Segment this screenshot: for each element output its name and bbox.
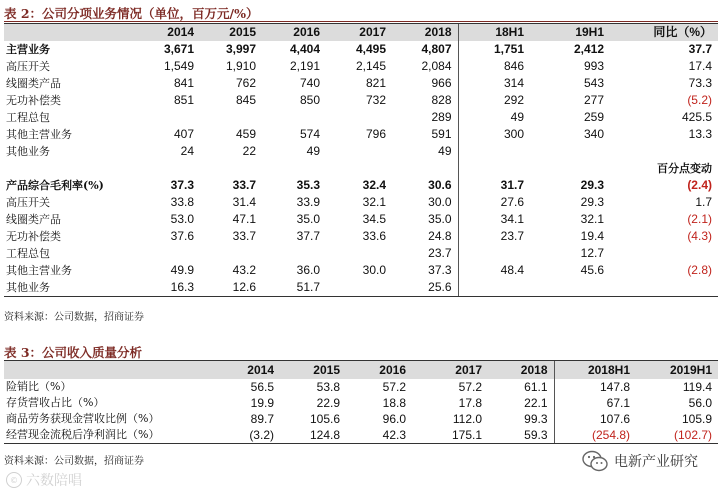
table-cell: 53.0 [170, 212, 194, 226]
table-cell [458, 143, 530, 160]
business-segment-table [4, 23, 718, 297]
table2-source: 资料来源：公司数据，招商证券 [4, 312, 144, 323]
column-header: 2015 [200, 24, 262, 42]
table-row [4, 126, 718, 143]
column-header [4, 361, 204, 380]
table-row [4, 160, 718, 177]
table-cell: 425.5 [681, 110, 712, 124]
table3-source: 资料来源：公司数据，招商证券 [4, 456, 144, 467]
table-cell: 45.6 [580, 263, 604, 277]
table-cell: 22.9 [316, 396, 340, 410]
table-cell: 314 [458, 75, 530, 92]
table-cell: (2.8) [687, 263, 712, 277]
row-label: 其他业务 [4, 279, 144, 297]
table2-title-rule [4, 21, 718, 22]
table3-title: 表 3：公司收入质量分析 [4, 345, 143, 360]
table-cell: 24 [180, 144, 194, 158]
table-cell: 850 [299, 93, 320, 107]
row-label [4, 160, 144, 177]
table-cell: 37.7 [296, 229, 320, 243]
table-cell: 4,404 [289, 42, 320, 56]
table-row [4, 143, 718, 160]
table-cell: 42.3 [346, 427, 412, 444]
table-cell: 57.2 [458, 380, 482, 394]
table-cell [530, 160, 610, 177]
table-cell: (3.2) [204, 427, 280, 444]
table-cell: 33.7 [232, 178, 256, 192]
revenue-quality-table [4, 360, 718, 444]
table-cell: (254.8) [554, 427, 636, 444]
column-header: 2016 [346, 361, 412, 380]
table-cell: 845 [235, 93, 256, 107]
table-cell [326, 109, 392, 126]
row-label: 经营现金流税后净利润比（%） [4, 427, 204, 444]
table-cell: 796 [365, 127, 386, 141]
table-cell: 24.8 [428, 229, 452, 243]
row-label: 其他主营业务 [6, 264, 72, 277]
table-cell: 966 [431, 76, 452, 90]
table-cell [144, 245, 200, 262]
row-label: 无功补偿类 [6, 94, 61, 107]
table-cell: (4.3) [687, 229, 712, 243]
table-cell: 851 [173, 93, 194, 107]
table-cell [200, 160, 262, 177]
table-cell [262, 245, 326, 262]
column-header: 2019H1 [636, 361, 718, 380]
table-row [4, 279, 718, 297]
table-cell: 1.7 [695, 195, 712, 209]
row-label: 线圈类产品 [6, 77, 61, 90]
table-cell: 13.3 [688, 127, 712, 141]
table-cell: 289 [431, 110, 452, 124]
table-row [4, 41, 718, 58]
table-cell: 1,751 [458, 41, 530, 58]
table-row [4, 228, 718, 245]
table-cell: 33.8 [170, 195, 194, 209]
table-cell: 17.8 [458, 396, 482, 410]
table-cell [458, 279, 530, 297]
table-cell: 34.5 [362, 212, 386, 226]
table-cell [610, 143, 718, 160]
table-cell: 19.4 [580, 229, 604, 243]
table-cell [262, 109, 326, 126]
table-cell: 30.6 [428, 178, 452, 192]
table-cell: 18.8 [382, 396, 406, 410]
row-label: 高压开关 [6, 60, 50, 73]
table-cell: 459 [235, 127, 256, 141]
table-cell: (2.1) [687, 212, 712, 226]
table-cell [200, 109, 262, 126]
table-cell: 33.7 [232, 229, 256, 243]
table-cell: 29.3 [580, 195, 604, 209]
row-label: 产品综合毛利率(%) [6, 179, 104, 192]
table-cell: 22.1 [524, 396, 548, 410]
table-cell: 67.1 [554, 395, 636, 411]
table-cell: 96.0 [382, 412, 406, 426]
column-header [4, 24, 144, 42]
header-row [4, 24, 718, 42]
table-cell: 36.0 [296, 263, 320, 277]
table-cell: 846 [458, 58, 530, 75]
column-header: 2015 [280, 361, 346, 380]
table-cell: 49 [306, 144, 320, 158]
table-row [4, 75, 718, 92]
table-cell: 543 [583, 76, 604, 90]
table-cell [392, 160, 458, 177]
table-cell: 22 [242, 144, 256, 158]
column-header: 2017 [412, 361, 488, 380]
table-cell [326, 143, 392, 160]
table-cell: 112.0 [452, 412, 482, 426]
table-cell: 147.8 [554, 379, 636, 395]
table-cell: 59.3 [488, 427, 554, 444]
table-cell: 99.3 [524, 412, 548, 426]
table-cell: 732 [365, 93, 386, 107]
table-cell: 574 [299, 127, 320, 141]
table-cell: 35.0 [296, 212, 320, 226]
table-cell: 35.3 [296, 178, 320, 192]
table-cell [144, 160, 200, 177]
table-row [4, 109, 718, 126]
table-cell: 57.2 [382, 380, 406, 394]
table-cell [458, 160, 530, 177]
row-label: 高压开关 [6, 196, 50, 209]
column-header: 2017 [326, 24, 392, 42]
table-cell: 37.3 [170, 178, 194, 192]
table-cell: 259 [583, 110, 604, 124]
table-cell: 51.7 [262, 279, 326, 297]
row-label: 存货营收占比（%） [6, 396, 105, 409]
table-cell: 12.7 [580, 246, 604, 260]
table-cell: 89.7 [250, 412, 274, 426]
table-cell: 740 [299, 76, 320, 90]
table-cell: 30.0 [362, 263, 386, 277]
table-cell: 34.1 [458, 211, 530, 228]
table-cell: 32.4 [362, 178, 386, 192]
table-cell: 31.4 [232, 195, 256, 209]
row-label: 其他主营业务 [6, 128, 72, 141]
table-row [4, 92, 718, 109]
table-cell: 23.7 [458, 228, 530, 245]
table-cell [144, 109, 200, 126]
table-cell [610, 279, 718, 297]
table-cell [262, 160, 326, 177]
table-cell: 53.8 [316, 380, 340, 394]
table-cell: 3,671 [163, 42, 194, 56]
table-cell [458, 245, 530, 262]
table-cell: 49.9 [170, 263, 194, 277]
table-cell: 19.9 [250, 396, 274, 410]
table-cell: 31.7 [458, 177, 530, 194]
table-row [4, 395, 718, 411]
table-cell: 33.6 [362, 229, 386, 243]
column-header: 19H1 [530, 24, 610, 42]
table-row [4, 379, 718, 395]
table-cell: 841 [173, 76, 194, 90]
table-cell: 61.1 [524, 380, 548, 394]
row-label: 工程总包 [6, 247, 50, 260]
column-header: 2018 [392, 24, 458, 42]
table-cell: 4,807 [421, 42, 452, 56]
table-cell: 591 [431, 127, 452, 141]
table2-title: 表 2：公司分项业务情况（单位，百万元/%） [4, 6, 259, 21]
row-label: 主营业务 [6, 43, 50, 56]
table-cell: 993 [583, 59, 604, 73]
table-cell: 百分点变动 [657, 162, 712, 175]
table-cell: 2,412 [573, 42, 604, 56]
table-cell: 47.1 [232, 212, 256, 226]
table-cell [610, 245, 718, 262]
wechat-icon [582, 450, 608, 472]
table-cell: 4,495 [355, 42, 386, 56]
table-cell: 762 [235, 76, 256, 90]
watermark [6, 470, 82, 490]
row-label: 险销比（%） [6, 380, 72, 393]
table-cell: 23.7 [428, 246, 452, 260]
table-cell: 37.6 [170, 229, 194, 243]
table-cell: (102.7) [636, 427, 718, 444]
table-cell: 37.7 [688, 42, 712, 56]
table-cell: 2,145 [355, 59, 386, 73]
table-cell: 340 [583, 127, 604, 141]
column-header: 2018 [488, 361, 554, 380]
table-cell: 56.5 [250, 380, 274, 394]
table-cell: 56.0 [688, 396, 712, 410]
column-header: 2014 [204, 361, 280, 380]
watermark-text: 六数陪唱 [26, 473, 82, 489]
table-cell: 25.6 [392, 279, 458, 297]
table-cell [326, 279, 392, 297]
table-cell: 105.6 [309, 412, 340, 426]
table-cell: 1,910 [225, 59, 256, 73]
table-cell [326, 245, 392, 262]
table-cell: 12.6 [200, 279, 262, 297]
column-header: 同比（%） [610, 24, 718, 42]
row-label: 无功补偿类 [6, 230, 61, 243]
wechat-account [582, 450, 698, 472]
table-cell: 32.1 [362, 195, 386, 209]
table-cell: 27.6 [458, 194, 530, 211]
table-row [4, 262, 718, 279]
table-cell: 105.9 [681, 412, 712, 426]
table-cell: 32.1 [580, 212, 604, 226]
column-header: 18H1 [458, 24, 530, 42]
table-cell: 48.4 [458, 262, 530, 279]
table-row [4, 245, 718, 262]
table-cell [530, 279, 610, 297]
table-cell: 49 [458, 109, 530, 126]
table-cell: 407 [173, 127, 194, 141]
table-cell [326, 160, 392, 177]
table-cell: 3,997 [225, 42, 256, 56]
table-cell: 37.3 [428, 263, 452, 277]
watermark-logo-icon: © [6, 472, 22, 488]
column-header: 2016 [262, 24, 326, 42]
table-row [4, 411, 718, 427]
row-label: 线圈类产品 [6, 213, 61, 226]
table-cell: 73.3 [688, 76, 712, 90]
table-cell: 175.1 [412, 427, 488, 444]
row-label: 其他业务 [6, 145, 50, 158]
column-header: 2018H1 [554, 361, 636, 380]
table-cell: 17.4 [688, 59, 712, 73]
table-cell: 292 [458, 92, 530, 109]
table-cell: 821 [365, 76, 386, 90]
table-cell: 2,084 [421, 59, 452, 73]
table-cell [530, 143, 610, 160]
table-cell: (2.4) [687, 178, 712, 192]
table-row [4, 211, 718, 228]
table-cell [200, 245, 262, 262]
table-cell: 29.3 [580, 178, 604, 192]
row-label: 工程总包 [6, 111, 50, 124]
table-cell: 300 [458, 126, 530, 143]
table-cell: 107.6 [554, 411, 636, 427]
table-cell: 30.0 [428, 195, 452, 209]
table-cell: 49 [438, 144, 452, 158]
table-cell: 119.4 [682, 380, 712, 394]
table-row [4, 58, 718, 75]
column-header: 2014 [144, 24, 200, 42]
table-row [4, 194, 718, 211]
table-row [4, 177, 718, 194]
table-cell: 2,191 [289, 59, 320, 73]
table-cell: 124.8 [280, 427, 346, 444]
row-label: 商品劳务获现金营收比例（%） [6, 412, 160, 425]
table-row [4, 427, 718, 444]
header-row [4, 361, 718, 380]
table-cell: 33.9 [296, 195, 320, 209]
table-cell: 35.0 [428, 212, 452, 226]
wechat-account-name: 电新产业研究 [614, 454, 698, 470]
table-cell: 277 [583, 93, 604, 107]
table-cell: 43.2 [232, 263, 256, 277]
table-cell: 828 [431, 93, 452, 107]
table-cell: 16.3 [144, 279, 200, 297]
table-cell: (5.2) [687, 93, 712, 107]
table-cell: 1,549 [163, 59, 194, 73]
